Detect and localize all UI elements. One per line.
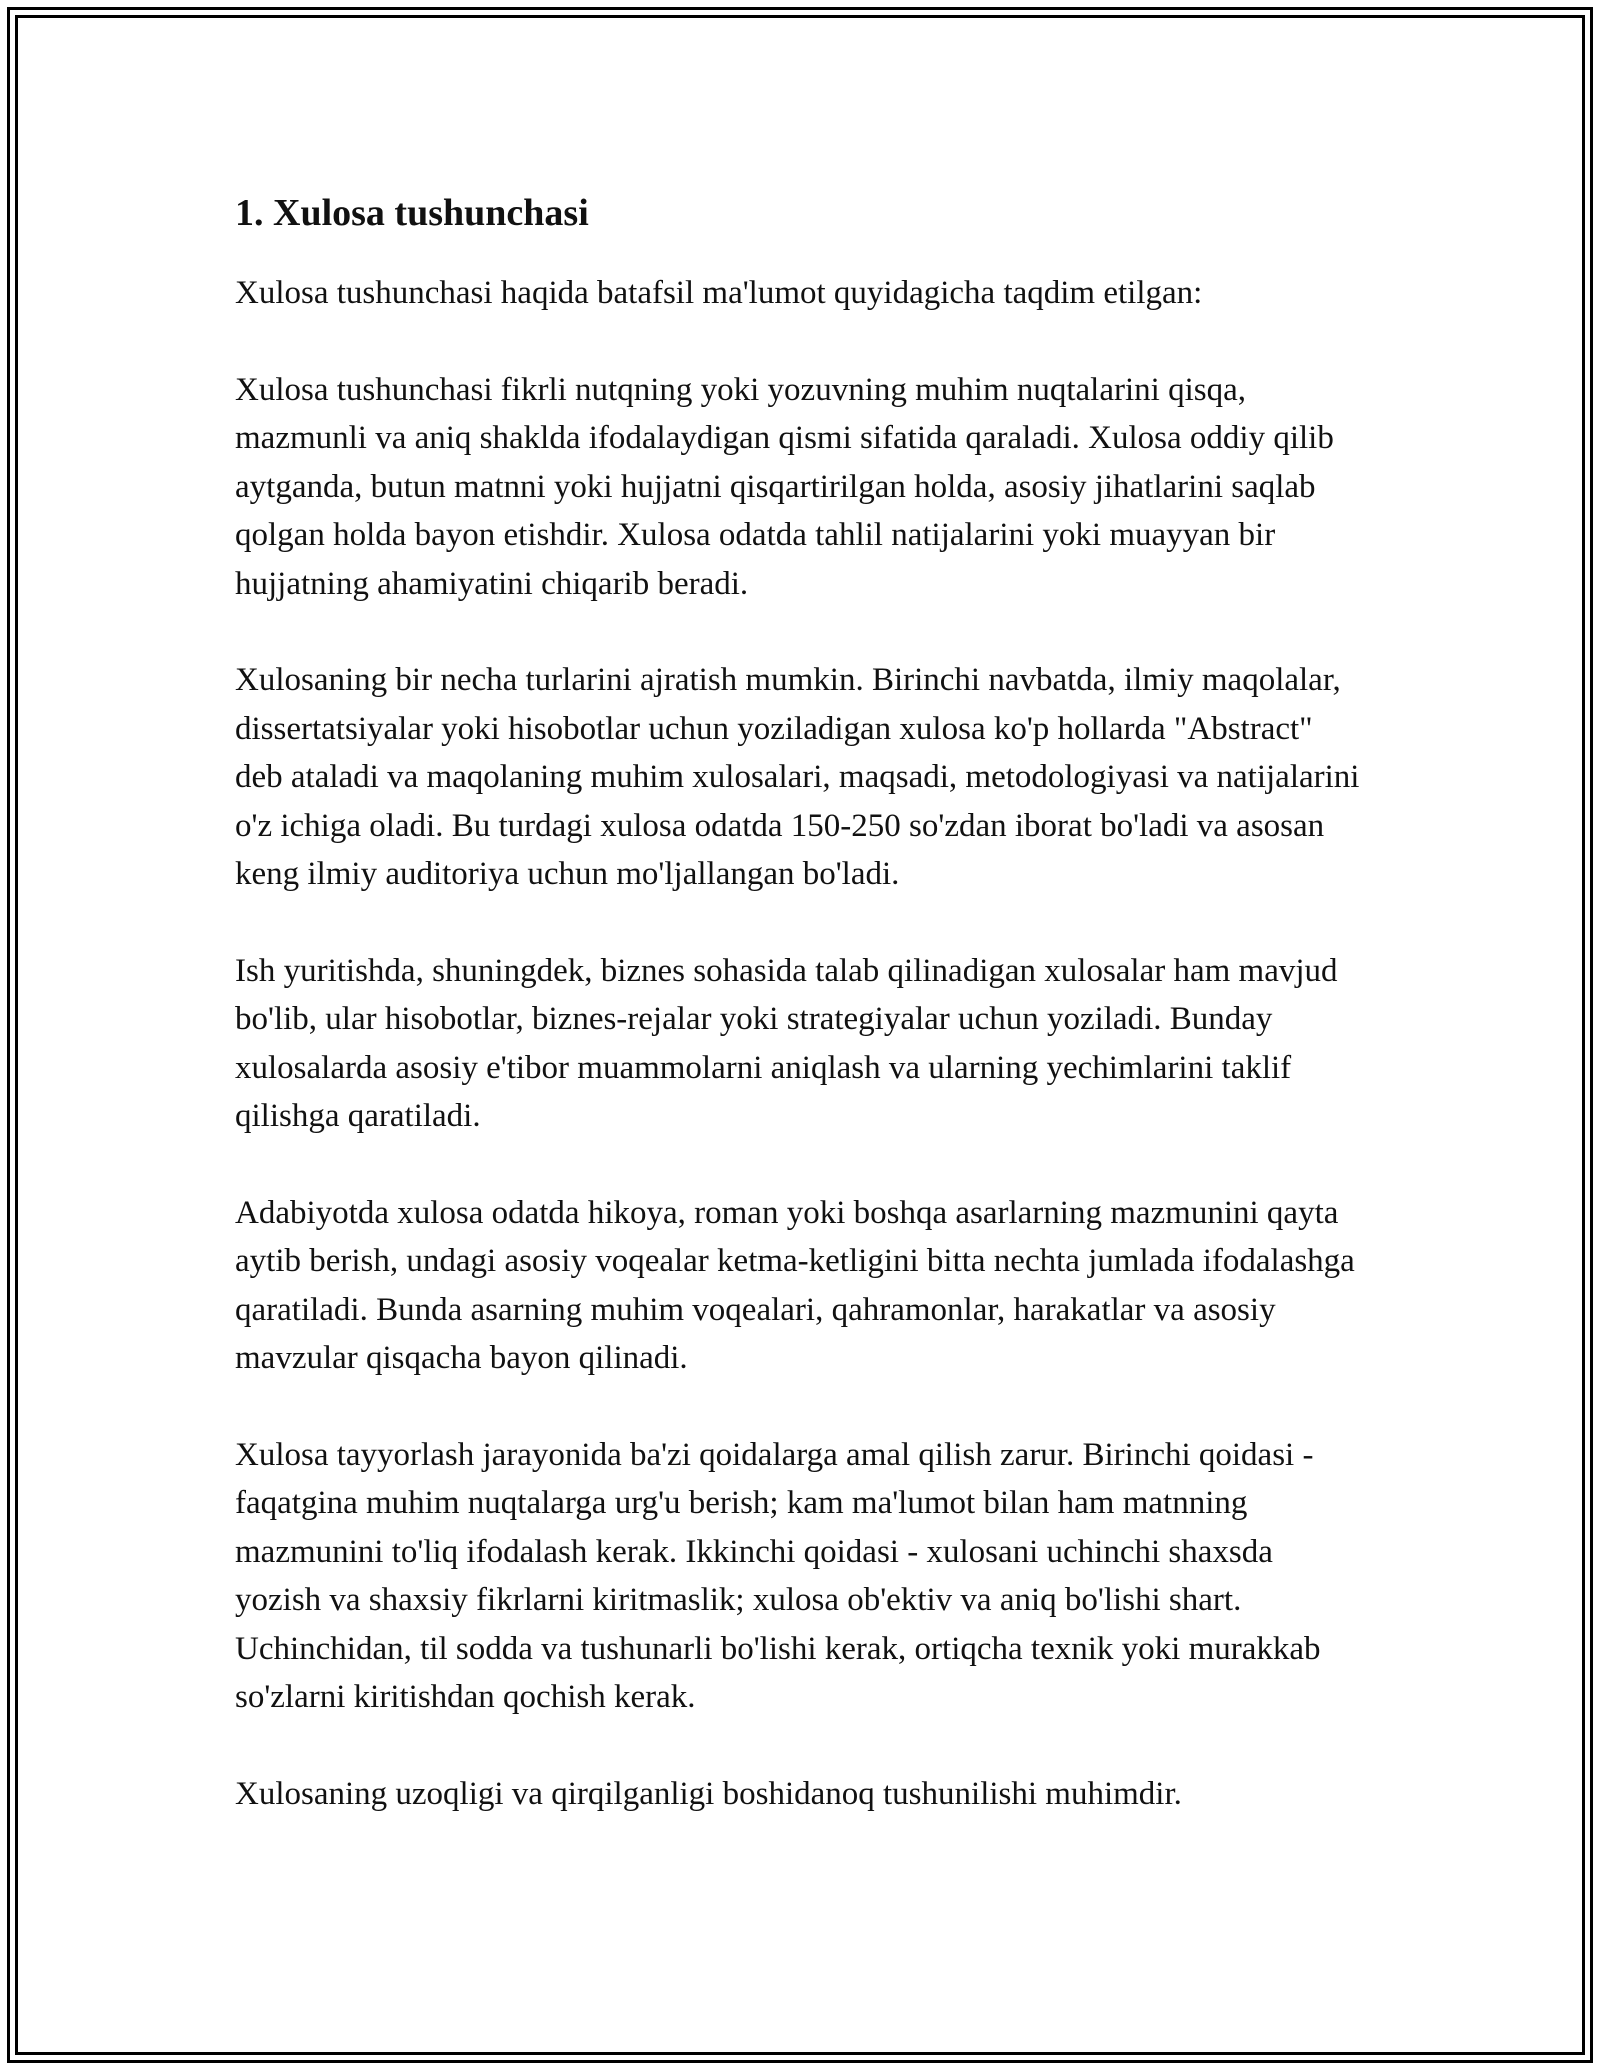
document-body <box>235 185 1365 1866</box>
paragraph-definition: Xulosa tushunchasi fikrli nutqning yoki yozuvning muhim nuqtalarini qisqa, mazmunli va aniq shaklda ifodalaydigan qismi sifatida qaraladi. Xulosa oddiy qilib aytganda, butun matnni yoki hujjatni qisqartirilgan holda, asosiy jihatlarini saqlab qolgan holda bayon etishdir. Xulosa odatda tahlil natijalarini yoki muayyan bir hujjatning ahamiyatini chiqarib beradi. <box>235 371 1334 602</box>
section-heading: 1. Xulosa tushunchasi <box>235 192 589 234</box>
paragraph-types: Xulosaning bir necha turlarini ajratish mumkin. Birinchi navbatda, ilmiy maqolalar, dissertatsiyalar yoki hisobotlar uchun yoziladigan xulosa ko'p hollarda "Abstract" deb ataladi va maqolaning muhim xulosalari, maqsadi, metodologiyasi va natijalarini o'z ichiga oladi. Bu turdagi xulosa odatda 150-250 so'zdan iborat bo'ladi va asosan keng ilmiy auditoriya uchun mo'ljallangan bo'ladi. <box>235 662 1360 892</box>
paragraph-business: Ish yuritishda, shuningdek, biznes sohasida talab qilinadigan xulosalar ham mavjud bo'lib, ular hisobotlar, biznes-rejalar yoki strategiyalar uchun yoziladi. Bunday xulosalarda asosiy e'tibor muammolarni aniqlash va ularning yechimlarini taklif qilishga qaratiladi. <box>235 952 1338 1134</box>
paragraph-literature: Adabiyotda xulosa odatda hikoya, roman yoki boshqa asarlarning mazmunini qayta aytib berish, undagi asosiy voqealar ketma-ketligini bitta nechta jumlada ifodalashga qaratiladi. Bunda asarning muhim voqealari, qahramonlar, harakatlar va asosiy mavzular qisqacha bayon qilinadi. <box>235 1194 1355 1376</box>
paragraph-rules: Xulosa tayyorlash jarayonida ba'zi qoidalarga amal qilish zarur. Birinchi qoidasi - faqatgina muhim nuqtalarga urg'u berish; kam ma'lumot bilan ham matnning mazmunini to'liq ifodalash kerak. Ikkinchi qoidasi - xulosani uchinchi shaxsda yozish va shaxsiy fikrlarni kiritmaslik; xulosa ob'ektiv va aniq bo'lishi shart. Uchinchidan, til sodda va tushunarli bo'lishi kerak, ortiqcha texnik yoki murakkab so'zlarni kiritishdan qochish kerak. <box>235 1436 1321 1715</box>
paragraph-intro: Xulosa tushunchasi haqida batafsil ma'lumot quyidagicha taqdim etilgan: <box>235 275 1203 311</box>
paragraph-conclusion: Xulosaning uzoqligi va qirqilganligi boshidanoq tushunilishi muhimdir. <box>235 1775 1182 1812</box>
